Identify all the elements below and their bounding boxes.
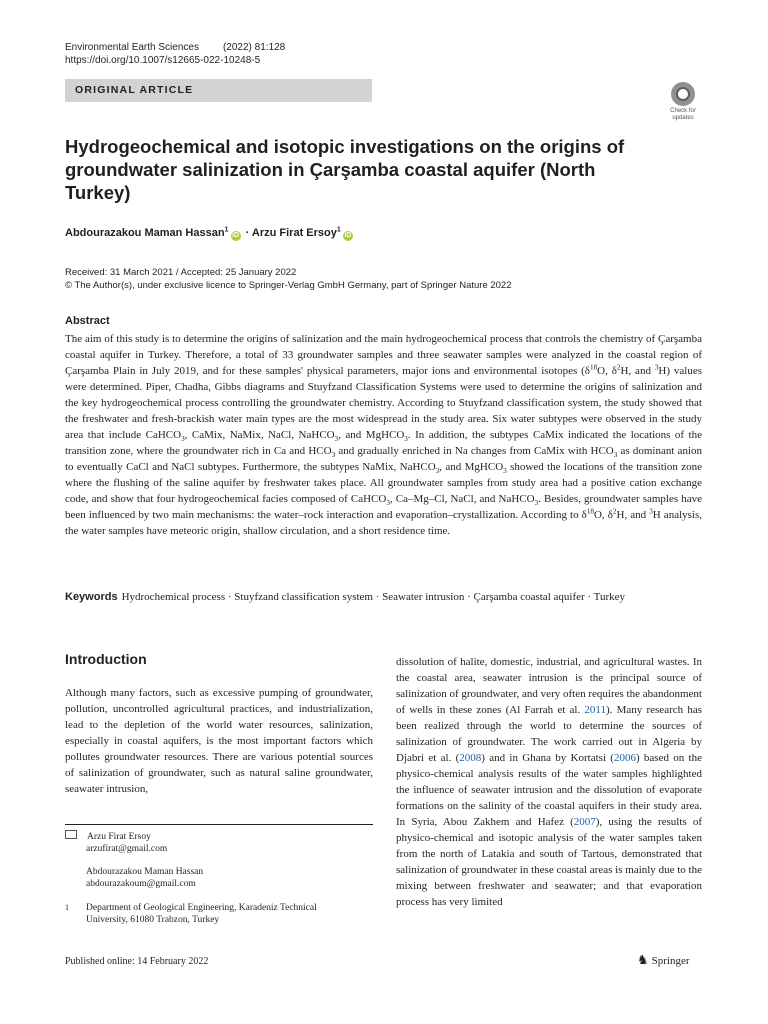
- affiliation-number: 1: [65, 903, 69, 912]
- crossmark-label-2: updates: [672, 115, 694, 121]
- copyright-line: © The Author(s), under exclusive licence to Springer-Verlag GmbH Germany, part of Springer Nature 2022: [65, 280, 512, 291]
- author-name[interactable]: Abdourazakou Maman Hassan: [65, 227, 225, 239]
- coauthor-name: Abdourazakou Maman Hassan: [86, 867, 204, 877]
- introduction-heading: Introduction: [65, 651, 147, 667]
- orcid-icon[interactable]: iD: [232, 232, 240, 239]
- keywords-label: Keywords: [65, 591, 118, 603]
- keywords-list: Hydrochemical process · Stuyfzand classification system · Seawater intrusion · Çarşamba coastal aquifer · Turkey: [121, 591, 625, 603]
- article-type-band: [65, 79, 372, 102]
- affiliation-line: Department of Geological Engineering, Karadeniz Technical: [86, 903, 317, 913]
- abstract-heading: Abstract: [65, 315, 110, 327]
- introduction-left-column: Although many factors, such as excessive pumping of groundwater, pollution, uncontrolled agricultural practices, and industrialization, lead to the depletion of the world water resources, salinization, especially in coastal aquifers, is the most important factors which pollutes groundwater resources. There are various potential sources of salinization of groundwater, such as natural saline groundwater, seawater intrusion,: [65, 687, 373, 795]
- coauthor-email[interactable]: abdourazakoum@gmail.com: [86, 879, 196, 889]
- publisher-name: Springer: [651, 955, 690, 967]
- orcid-icon[interactable]: iD: [344, 232, 352, 239]
- footnote-divider: [65, 824, 373, 825]
- affiliation-marker: 1: [224, 225, 229, 234]
- author-name[interactable]: Arzu Firat Ersoy: [251, 227, 337, 239]
- citation-link[interactable]: 2008: [459, 752, 482, 764]
- doi-link[interactable]: https://doi.org/10.1007/s12665-022-10248-5: [65, 55, 261, 66]
- publisher-logo: [637, 952, 690, 968]
- coauthor-contact: [65, 866, 203, 890]
- author-separator: ·: [242, 227, 252, 239]
- envelope-icon: [65, 830, 77, 839]
- crossmark-label-1: Check for: [670, 108, 696, 114]
- author-list: [65, 227, 355, 241]
- article-type-label: ORIGINAL ARTICLE: [75, 84, 194, 96]
- article-dates: [65, 266, 512, 292]
- affiliation-footnote: [65, 902, 373, 926]
- journal-volume: (2022) 81:128: [222, 42, 286, 53]
- received-accepted: Received: 31 March 2021 / Accepted: 25 January 2022: [65, 267, 297, 278]
- journal-name: Environmental Earth Sciences: [65, 42, 199, 53]
- corresponding-name: Arzu Firat Ersoy: [87, 832, 151, 842]
- corresponding-email[interactable]: arzufirat@gmail.com: [86, 844, 168, 854]
- abstract-body: The aim of this study is to determine the origins of salinization and the main hydrogeochemical process that controls the chemistry of Çarşamba coastal aquifer in Turkey. Therefore, a total of 33 groundwater samples and three seawater samples were analyzed in the coastal region of Çarşamba Plain in July 2019, and for these samples' physical parameters, major ions and environmental isotopes ($\delta^{18}O$, $\delta^2H$, and $^3$H) values were determined. Piper, Chadha, Gibbs diagrams and Stuyfzand Classification Systems were used to determine the origins of salinization and the key hydrogeochemical process controlling the groundwater chemistry. According to Stuyfzand classification system, the study showed that the freshwater and fresh-brackish water main types are the most widespread in the study area. Six water subtypes were observed in the study area that include CaHCO$_3$, CaMix, NaMix, NaCl, NaHCO$_3$, and MgHCO$_3$. In addition, the subtypes CaMix indicated the locations of the transition zone, where the groundwater rich in Ca and $HCO_3$ and gradually enriched in Na changes from CaMix with $HCO_3$ as dominant anion to eventually CaCl and NaCl subtypes. Furthermore, the subtypes NaMix, NaHCO$_3$, and MgHCO$_3$ showed the locations of the transition zone where the flushing of the saline aquifer by freshwater takes place. All groundwater samples from study area had a positive cation exchange code, and show that four hydrogeochemical facies composed of CaHCO$_3$, Ca–Mg–Cl, NaCl, and NaHCO$_3$. Besides, groundwater samples have been influenced by two main mechanisms: the water–rock interaction and evaporation–crystallization. According to $\delta^{18}O$, $\delta^2H$, and $^3$H analysis, the water samples have meteoric origin, shallow circulation, and a short residence time.: [65, 333, 703, 537]
- affiliation-line: University, 61080 Trabzon, Turkey: [86, 915, 220, 925]
- springer-horse-icon: ♞: [637, 952, 649, 967]
- journal-info: [65, 40, 285, 55]
- affiliation-marker: 1: [336, 225, 341, 234]
- introduction-right-column: dissolution of halite, domestic, industrial, and agricultural wastes. In the coastal area, seawater intrusion is the principal source of salinization of groundwater, and very often requires the abandonment of wells in these zones (Al Farrah et al. 2011). Many research has been realized through the world to determine the sources of salinization of groundwater. The work carried out in Algeria by Djabri et al. (2008) and in Ghana by Kortatsi (2006) based on the physico-chemical analysis results of the water samples highlighted the influence of seawater intrusion and the dissolution of evaporate formations on the salinity of the coastal aquifers in their study area. In Syria, Abou Zakhem and Hafez (2007), using the results of physico-chemical and isotopic analysis of the water samples taken from the north of Latakia and south of Tartous, demonstrated that salinization of groundwater in these coastal areas is mainly due to the mixing between freshwater and seawater; and that evaporation process has very limited: [396, 656, 702, 908]
- crossmark-badge[interactable]: [663, 82, 703, 124]
- article-title: Hydrogeochemical and isotopic investigations on the origins of groundwater salinization in Çarşamba coastal aquifer (North Turkey): [65, 136, 625, 203]
- published-date: Published online: 14 February 2022: [65, 956, 209, 967]
- citation-link[interactable]: 2007: [573, 816, 596, 828]
- citation-link[interactable]: 2006: [613, 752, 636, 764]
- citation-link[interactable]: 2011: [584, 704, 606, 716]
- crossmark-icon: [671, 82, 695, 106]
- corresponding-author: [65, 830, 167, 855]
- keywords-block: [65, 589, 702, 605]
